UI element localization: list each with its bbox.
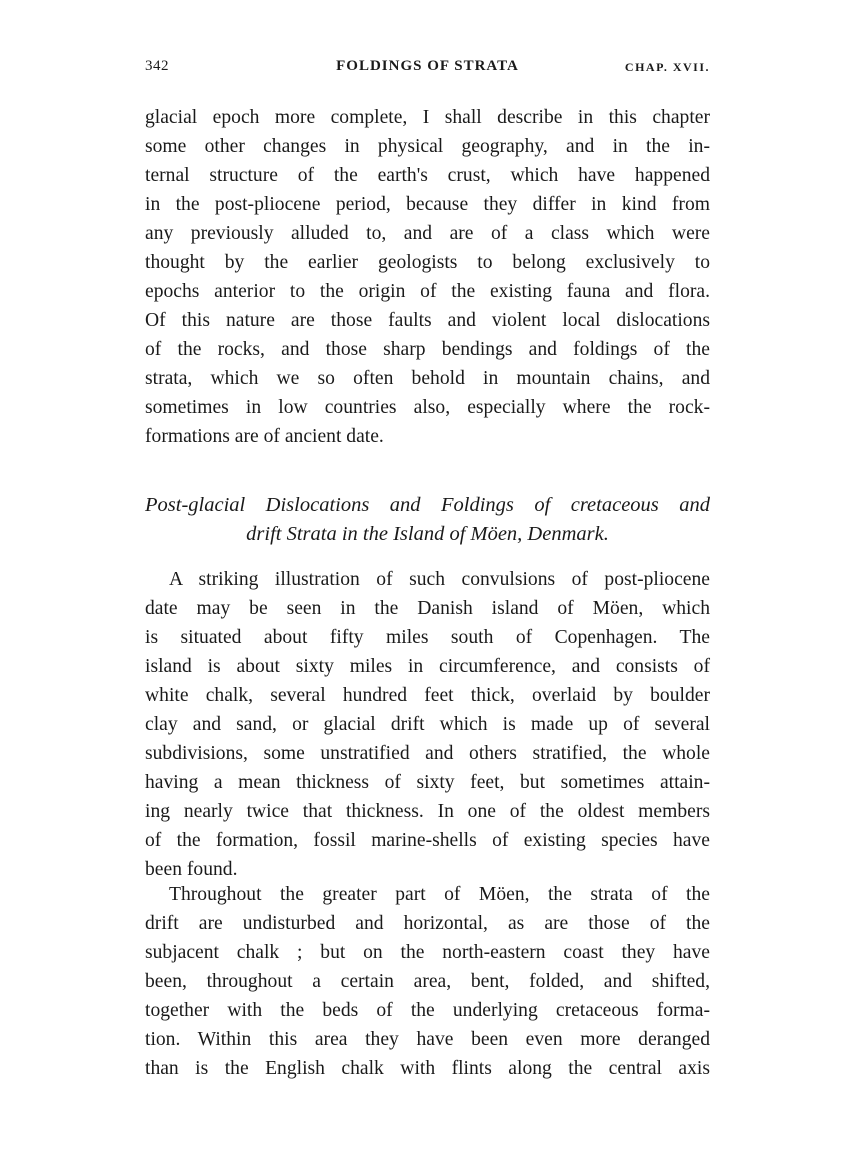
paragraph-3	[145, 880, 710, 1083]
page-number: 342	[145, 58, 169, 74]
text-line: glacial epoch more complete, I shall describe in this chapter	[145, 107, 710, 128]
text-line: white chalk, several hundred feet thick, overlaid by boulder	[145, 685, 710, 706]
text-line: been, throughout a certain area, bent, folded, and shifted,	[145, 971, 710, 992]
text-line: having a mean thickness of sixty feet, but sometimes attain-	[145, 772, 710, 793]
text-line: thought by the earlier geologists to belong exclusively to	[145, 252, 710, 273]
text-line: island is about sixty miles in circumference, and consists of	[145, 656, 710, 677]
paragraph-2	[145, 565, 710, 884]
text-line: of the rocks, and those sharp bendings and foldings of the	[145, 339, 710, 360]
text-line: is situated about fifty miles south of Copenhagen. The	[145, 627, 710, 648]
text-line: drift are undisturbed and horizontal, as are those of the	[145, 913, 710, 934]
paragraph-1	[145, 103, 710, 451]
text-line: strata, which we so often behold in mountain chains, and	[145, 368, 710, 389]
text-line: Throughout the greater part of Möen, the strata of the	[169, 884, 710, 905]
text-line: than is the English chalk with flints along the central axis	[145, 1058, 710, 1079]
text-line: date may be seen in the Danish island of Möen, which	[145, 598, 710, 619]
text-line: epochs anterior to the origin of the existing fauna and flora.	[145, 281, 710, 302]
text-line: tion. Within this area they have been even more deranged	[145, 1029, 710, 1050]
chapter-label: CHAP. XVII.	[624, 60, 710, 74]
text-line: together with the beds of the underlying cretaceous forma-	[145, 1000, 710, 1021]
text-line: Of this nature are those faults and violent local dislocations	[145, 310, 710, 331]
text-line: clay and sand, or glacial drift which is made up of several	[145, 714, 710, 735]
section-heading	[145, 491, 710, 549]
text-line: in the post-pliocene period, because they differ in kind from	[145, 194, 710, 215]
text-line: A striking illustration of such convulsions of post-pliocene	[169, 569, 710, 590]
text-line: formations are of ancient date.	[145, 426, 384, 447]
text-line: subdivisions, some unstratified and others stratified, the whole	[145, 743, 710, 764]
text-line: sometimes in low countries also, especially where the rock-	[145, 397, 710, 418]
running-head	[145, 58, 710, 82]
section-heading-line: Post-glacial Dislocations and Foldings of cretaceous and	[145, 494, 710, 516]
text-line: of the formation, fossil marine-shells of existing species have	[145, 830, 710, 851]
text-line: subjacent chalk ; but on the north-eastern coast they have	[145, 942, 710, 963]
text-line: any previously alluded to, and are of a class which were	[145, 223, 710, 244]
text-line: been found.	[145, 859, 238, 880]
text-line: some other changes in physical geography, and in the in-	[145, 136, 710, 157]
text-line: ternal structure of the earth's crust, which have happened	[145, 165, 710, 186]
text-line: ing nearly twice that thickness. In one of the oldest members	[145, 801, 710, 822]
running-title: FOLDINGS OF STRATA	[336, 58, 519, 74]
section-heading-line: drift Strata in the Island of Möen, Denmark.	[246, 523, 609, 545]
